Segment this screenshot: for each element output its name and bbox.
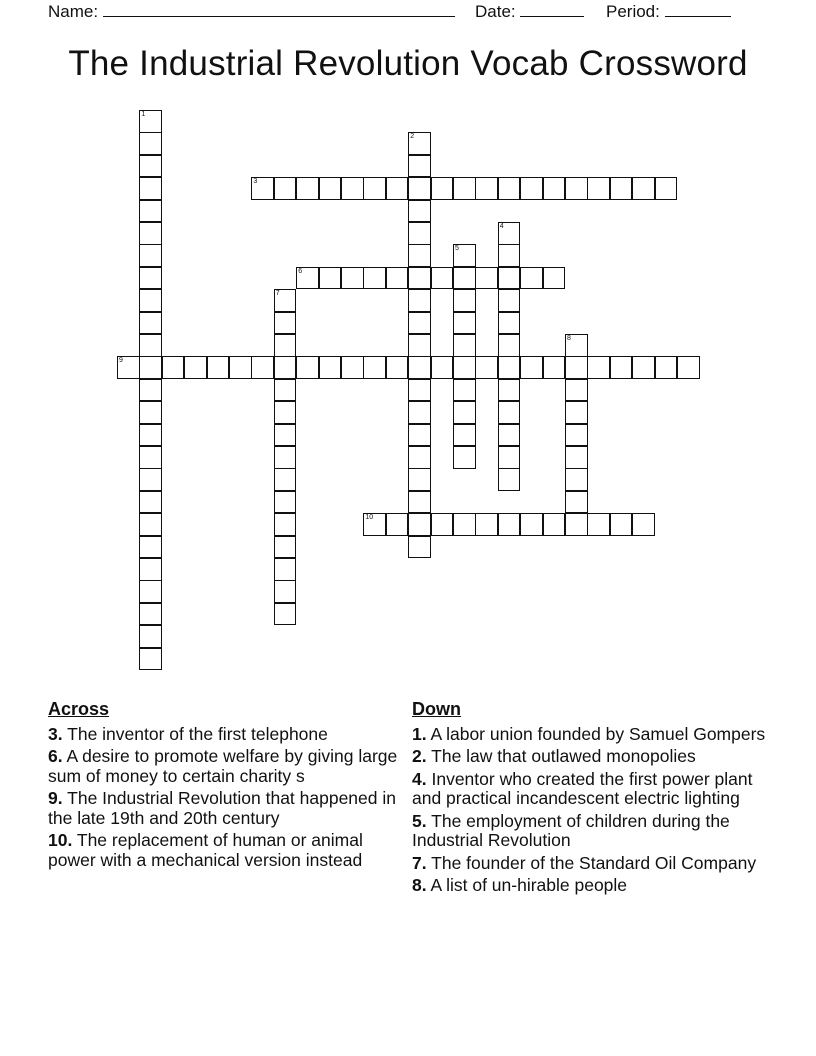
- crossword-cell[interactable]: [341, 356, 364, 379]
- crossword-cell[interactable]: [319, 356, 342, 379]
- crossword-cell[interactable]: [139, 446, 162, 469]
- down-clue: [412, 812, 777, 851]
- crossword-cell[interactable]: [139, 200, 162, 223]
- crossword-cell[interactable]: [498, 424, 521, 447]
- crossword-cell[interactable]: [475, 177, 498, 200]
- crossword-cell[interactable]: [408, 289, 431, 312]
- crossword-cell[interactable]: [251, 177, 274, 200]
- crossword-cell[interactable]: [453, 513, 476, 536]
- clue-number: 10.: [48, 830, 73, 850]
- crossword-cell[interactable]: [520, 513, 543, 536]
- crossword-cell[interactable]: [565, 468, 588, 491]
- across-clue: [48, 789, 398, 828]
- crossword-cell[interactable]: [162, 356, 185, 379]
- crossword-cell[interactable]: [363, 177, 386, 200]
- crossword-cell[interactable]: [386, 356, 409, 379]
- clue-number: 6.: [48, 746, 63, 766]
- cell-number: 8: [567, 335, 571, 342]
- crossword-cell[interactable]: [655, 177, 678, 200]
- crossword-cell[interactable]: [475, 267, 498, 290]
- crossword-cell[interactable]: [453, 244, 476, 267]
- cell-number: 9: [119, 357, 123, 365]
- crossword-cell[interactable]: [274, 580, 297, 603]
- across-heading: Across: [48, 699, 110, 719]
- crossword-cell[interactable]: [139, 155, 162, 178]
- crossword-cell[interactable]: [386, 267, 409, 290]
- crossword-cell[interactable]: [386, 177, 409, 200]
- crossword-cell[interactable]: [453, 177, 476, 200]
- crossword-cell[interactable]: [453, 312, 476, 335]
- clue-text: The founder of the Standard Oil Company: [431, 852, 757, 873]
- crossword-cell[interactable]: [498, 177, 521, 200]
- crossword-cell[interactable]: [565, 334, 588, 357]
- cell-number: 3: [253, 178, 258, 186]
- crossword-cell[interactable]: [498, 334, 521, 357]
- cell-number: 5: [455, 245, 459, 253]
- crossword-cell[interactable]: [139, 334, 162, 357]
- crossword-cell[interactable]: [408, 334, 431, 357]
- crossword-cell[interactable]: [274, 401, 297, 424]
- crossword-cell[interactable]: [363, 356, 386, 379]
- crossword-cell[interactable]: [475, 513, 498, 536]
- crossword-cell[interactable]: [498, 446, 521, 469]
- down-clue: [412, 876, 777, 896]
- crossword-cell[interactable]: [408, 424, 431, 447]
- crossword-cell[interactable]: [632, 356, 655, 379]
- down-clue: [412, 725, 777, 745]
- clue-text: Inventor who created the first power plant and practical incandescent electric lighting: [412, 768, 753, 808]
- crossword-cell[interactable]: [139, 379, 162, 402]
- crossword-cell[interactable]: [408, 446, 431, 469]
- crossword-cell[interactable]: [543, 177, 566, 200]
- clue-number: 3.: [48, 723, 63, 744]
- crossword-cell[interactable]: [274, 491, 297, 514]
- cell-number: 4: [499, 223, 504, 230]
- clue-text: The law that outlawed monopolies: [431, 746, 696, 766]
- crossword-cell[interactable]: [408, 536, 431, 559]
- crossword-cell[interactable]: [453, 356, 476, 379]
- clue-number: 7.: [412, 852, 427, 873]
- crossword-cell[interactable]: [139, 468, 162, 491]
- crossword-cell[interactable]: [565, 491, 588, 514]
- crossword-cell[interactable]: [610, 513, 633, 536]
- crossword-cell[interactable]: [139, 513, 162, 536]
- crossword-cell[interactable]: [408, 356, 431, 379]
- crossword-cell[interactable]: [139, 424, 162, 447]
- crossword-cell[interactable]: [498, 267, 521, 290]
- across-clue: [48, 725, 398, 745]
- crossword-cell[interactable]: [408, 491, 431, 514]
- across-clues: [48, 700, 398, 873]
- crossword-cell[interactable]: [408, 244, 431, 267]
- crossword-cell[interactable]: [543, 513, 566, 536]
- crossword-cell[interactable]: [520, 177, 543, 200]
- crossword-cell[interactable]: [139, 648, 162, 671]
- crossword-cell[interactable]: [184, 356, 207, 379]
- name-label: Name:: [48, 2, 99, 21]
- crossword-cell[interactable]: [386, 513, 409, 536]
- crossword-cell[interactable]: [274, 446, 297, 469]
- crossword-cell[interactable]: [453, 424, 476, 447]
- date-label: Date:: [475, 2, 516, 21]
- crossword-cell[interactable]: [498, 289, 521, 312]
- crossword-cell[interactable]: [543, 356, 566, 379]
- crossword-cell[interactable]: [565, 379, 588, 402]
- cell-number: 2: [410, 133, 415, 141]
- period-label: Period:: [606, 2, 660, 21]
- crossword-cell[interactable]: [498, 513, 521, 536]
- crossword-cell[interactable]: [274, 356, 297, 379]
- crossword-cell[interactable]: [139, 536, 162, 559]
- crossword-cell[interactable]: [139, 356, 162, 379]
- crossword-cell[interactable]: [431, 177, 454, 200]
- clue-number: 4.: [412, 768, 427, 789]
- clue-text: A labor union founded by Samuel Gompers: [430, 723, 766, 744]
- crossword-cell[interactable]: [139, 558, 162, 581]
- crossword-cell[interactable]: [296, 356, 319, 379]
- crossword-cell[interactable]: [453, 446, 476, 469]
- crossword-cell[interactable]: [498, 468, 521, 491]
- crossword-cell[interactable]: [341, 177, 364, 200]
- crossword-cell[interactable]: [408, 401, 431, 424]
- crossword-cell[interactable]: [274, 379, 297, 402]
- crossword-cell[interactable]: [453, 334, 476, 357]
- crossword-cell[interactable]: [139, 491, 162, 514]
- clue-number: 5.: [412, 810, 427, 831]
- crossword-cell[interactable]: [565, 356, 588, 379]
- crossword-cell[interactable]: [296, 177, 319, 200]
- crossword-cell[interactable]: [431, 513, 454, 536]
- crossword-cell[interactable]: [274, 558, 297, 581]
- crossword-cell[interactable]: [274, 334, 297, 357]
- crossword-cell[interactable]: [431, 267, 454, 290]
- clue-text: The Industrial Revolution that happened in the late 19th and 20th century: [48, 788, 396, 828]
- down-clue: [412, 747, 777, 767]
- crossword-cell[interactable]: [408, 379, 431, 402]
- crossword-cell[interactable]: [363, 267, 386, 290]
- crossword-cell[interactable]: [139, 132, 162, 155]
- crossword-cell[interactable]: [565, 513, 588, 536]
- crossword-cell[interactable]: [655, 356, 678, 379]
- crossword-cell[interactable]: [453, 289, 476, 312]
- crossword-cell[interactable]: [498, 222, 521, 245]
- crossword-cell[interactable]: [565, 177, 588, 200]
- clue-text: A list of un-hirable people: [430, 875, 628, 895]
- down-clue: [412, 770, 777, 809]
- clue-text: The inventor of the first telephone: [67, 723, 328, 744]
- crossword-cell[interactable]: [610, 356, 633, 379]
- crossword-cell[interactable]: [587, 177, 610, 200]
- crossword-cell[interactable]: [408, 132, 431, 155]
- page-title: The Industrial Revolution Vocab Crossword: [68, 44, 748, 83]
- crossword-cell[interactable]: [677, 356, 700, 379]
- crossword-cell[interactable]: [139, 289, 162, 312]
- crossword-cell[interactable]: [139, 177, 162, 200]
- crossword-cell[interactable]: [408, 177, 431, 200]
- crossword-cell[interactable]: [229, 356, 252, 379]
- crossword-cell[interactable]: [543, 267, 566, 290]
- crossword-cell[interactable]: [296, 267, 319, 290]
- crossword-cell[interactable]: [498, 312, 521, 335]
- crossword-cell[interactable]: [408, 513, 431, 536]
- clue-text: The employment of children during the Industrial Revolution: [412, 810, 730, 850]
- crossword-cell[interactable]: [274, 513, 297, 536]
- crossword-cell[interactable]: [117, 356, 140, 379]
- crossword-cell[interactable]: [139, 401, 162, 424]
- crossword-cell[interactable]: [207, 356, 230, 379]
- crossword-cell[interactable]: [139, 222, 162, 245]
- crossword-cell[interactable]: [408, 155, 431, 178]
- crossword-cell[interactable]: [475, 356, 498, 379]
- crossword-cell[interactable]: [363, 513, 386, 536]
- crossword-cell[interactable]: [408, 200, 431, 223]
- crossword-cell[interactable]: [319, 267, 342, 290]
- crossword-cell[interactable]: [274, 289, 297, 312]
- crossword-cell[interactable]: [498, 244, 521, 267]
- crossword-cell[interactable]: [520, 267, 543, 290]
- crossword-cell[interactable]: [408, 312, 431, 335]
- crossword-cell[interactable]: [341, 267, 364, 290]
- crossword-cell[interactable]: [610, 177, 633, 200]
- crossword-cell[interactable]: [408, 468, 431, 491]
- crossword-cell[interactable]: [498, 379, 521, 402]
- crossword-cell[interactable]: [251, 356, 274, 379]
- crossword-cell[interactable]: [498, 356, 521, 379]
- crossword-cell[interactable]: [565, 446, 588, 469]
- crossword-cell[interactable]: [274, 603, 297, 626]
- crossword-cell[interactable]: [274, 424, 297, 447]
- down-heading: Down: [412, 699, 461, 719]
- crossword-cell[interactable]: [274, 177, 297, 200]
- crossword-cell[interactable]: [319, 177, 342, 200]
- clue-number: 8.: [412, 875, 427, 895]
- crossword-cell[interactable]: [139, 312, 162, 335]
- crossword-cell[interactable]: [431, 356, 454, 379]
- down-clues: [412, 700, 777, 899]
- crossword-cell[interactable]: [408, 222, 431, 245]
- crossword-cell[interactable]: [274, 536, 297, 559]
- crossword-cell[interactable]: [453, 379, 476, 402]
- crossword-cell[interactable]: [453, 401, 476, 424]
- crossword-cell[interactable]: [274, 468, 297, 491]
- clue-number: 2.: [412, 746, 427, 766]
- crossword-cell[interactable]: [139, 244, 162, 267]
- crossword-cell[interactable]: [565, 424, 588, 447]
- crossword-cell[interactable]: [274, 312, 297, 335]
- crossword-cell[interactable]: [565, 401, 588, 424]
- crossword-cell[interactable]: [453, 267, 476, 290]
- cell-number: 7: [275, 290, 280, 298]
- crossword-cell[interactable]: [139, 603, 162, 626]
- cell-number: 10: [365, 514, 374, 522]
- crossword-cell[interactable]: [520, 356, 543, 379]
- crossword-cell[interactable]: [498, 401, 521, 424]
- clue-number: 1.: [412, 723, 427, 744]
- clue-number: 9.: [48, 788, 63, 808]
- clue-text: The replacement of human or animal power with a mechanical version instead: [48, 830, 363, 870]
- crossword-cell[interactable]: [408, 267, 431, 290]
- clue-text: A desire to promote welfare by giving large sum of money to certain charity s: [48, 746, 398, 786]
- crossword-cell[interactable]: [587, 356, 610, 379]
- crossword-cell[interactable]: [139, 625, 162, 648]
- down-clue: [412, 854, 777, 874]
- across-clue: [48, 831, 398, 870]
- crossword-cell[interactable]: [632, 513, 655, 536]
- crossword-cell[interactable]: [632, 177, 655, 200]
- cell-number: 1: [141, 111, 146, 118]
- across-clue: [48, 747, 398, 786]
- crossword-cell[interactable]: [139, 267, 162, 290]
- crossword-cell[interactable]: [139, 110, 162, 133]
- cell-number: 6: [298, 267, 303, 275]
- crossword-cell[interactable]: [139, 580, 162, 603]
- crossword-cell[interactable]: [587, 513, 610, 536]
